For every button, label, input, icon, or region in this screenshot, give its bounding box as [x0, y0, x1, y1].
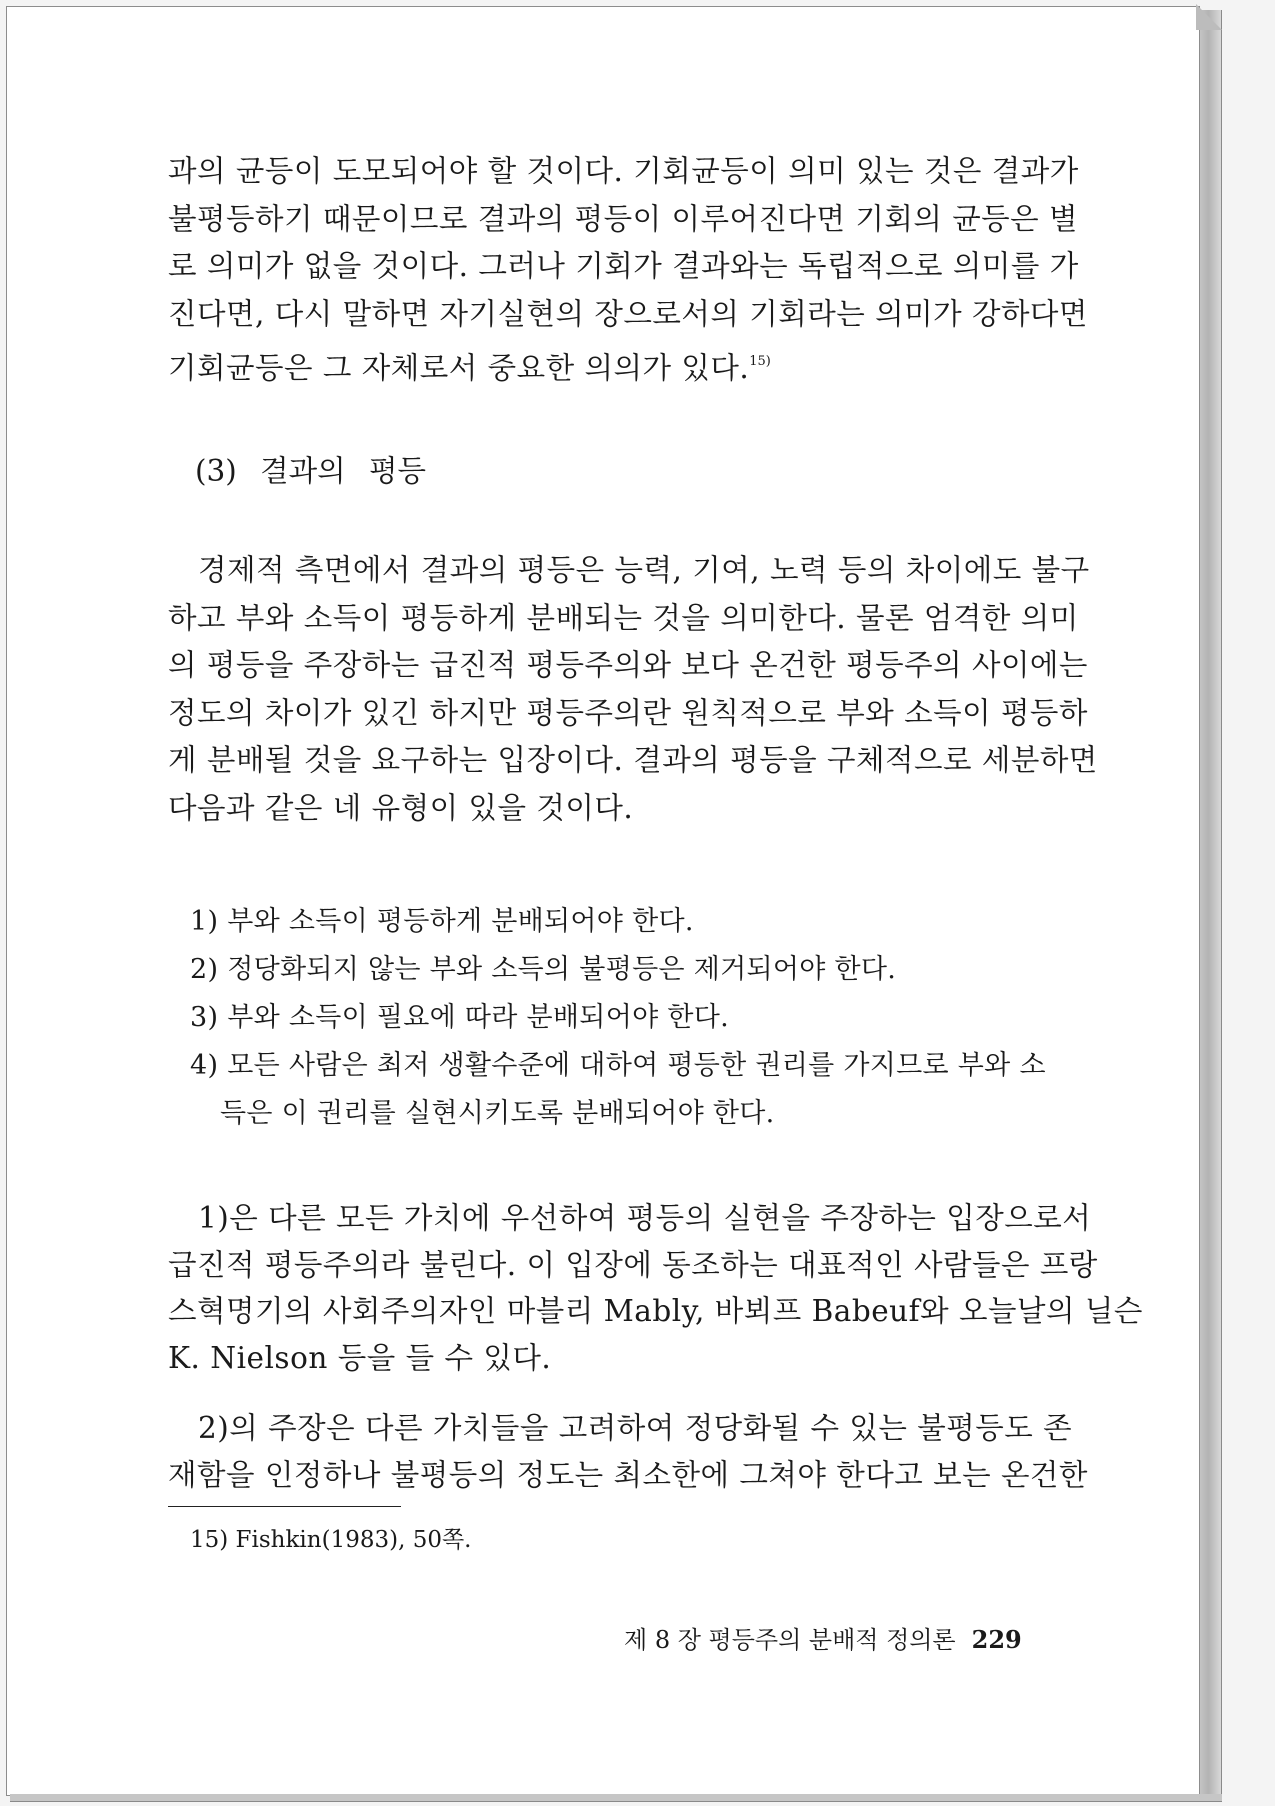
paragraph-line: 경제적 측면에서 결과의 평등은 능력, 기여, 노력 등의 차이에도 불구 — [198, 553, 1090, 587]
paragraph-3 — [168, 1195, 1143, 1381]
paragraph-line — [168, 338, 1056, 393]
list-item: 3) 부와 소득이 필요에 따라 분배되어야 한다. — [190, 1002, 729, 1033]
paragraph-4 — [168, 1405, 1088, 1499]
list-item: 1) 부와 소득이 평등하게 분배되어야 한다. — [190, 906, 694, 937]
paragraph-2 — [168, 547, 1098, 832]
paragraph-1 — [168, 148, 1088, 393]
paragraph-line: 의 평등을 주장하는 급진적 평등주의와 보다 온건한 평등주의 사이에는 — [168, 648, 1088, 682]
paragraph-line: 스혁명기의 사회주의자인 마블리 Mably, 바뵈프 Babeuf와 오늘날의 닐슨 — [168, 1294, 1143, 1328]
list-item: 2) 정당화되지 않는 부와 소득의 불평등은 제거되어야 한다. — [190, 954, 897, 985]
paragraph-line: 재함을 인정하나 불평등의 정도는 최소한에 그쳐야 한다고 보는 온건한 — [168, 1458, 1088, 1492]
page-edge-right — [1200, 10, 1222, 1796]
paragraph-line: 1)은 다른 모든 가치에 우선하여 평등의 실현을 주장하는 입장으로서 — [198, 1201, 1092, 1235]
paragraph-line: 정도의 차이가 있긴 하지만 평등주의란 원칙적으로 부와 소득이 평등하 — [168, 695, 1088, 730]
page-number: 229 — [971, 1625, 1022, 1654]
paragraph-line: 하고 부와 소득이 평등하게 분배되는 것을 의미한다. 물론 엄격한 의미 — [168, 600, 1079, 635]
numbered-list — [190, 898, 1056, 1138]
paragraph-line: 게 분배될 것을 요구하는 입장이다. 결과의 평등을 구체적으로 세분하면 — [168, 743, 1098, 777]
section-heading: (3) 결과의 평등 — [195, 454, 427, 488]
list-item: 4) 모든 사람은 최저 생활수준에 대하여 평등한 권리를 가지므로 부와 소 — [190, 1050, 1046, 1081]
paragraph-line: K. Nielson 등을 들 수 있다. — [168, 1340, 552, 1375]
paragraph-line: 진다면, 다시 말하면 자기실현의 장으로서의 기회라는 의미가 강하다면 — [168, 296, 1088, 331]
footnote: 15) Fishkin(1983), 50쪽. — [190, 1527, 472, 1553]
list-item-continuation: 득은 이 권리를 실현시키도록 분배되어야 한다. — [220, 1098, 775, 1129]
footnote-reference[interactable]: 15) — [749, 354, 771, 369]
running-footer — [624, 1620, 1022, 1655]
page-edge-bottom — [10, 1794, 1222, 1802]
paragraph-line: 2)의 주장은 다른 가치들을 고려하여 정당화될 수 있는 불평등도 존 — [198, 1411, 1073, 1445]
chapter-title: 제 8 장 평등주의 분배적 정의론 — [624, 1626, 956, 1654]
paragraph-line: 과의 균등이 도모되어야 할 것이다. 기회균등이 의미 있는 것은 결과가 — [168, 154, 1079, 188]
paragraph-line-text: 기회균등은 그 자체로서 중요한 의의가 있다. — [168, 351, 750, 385]
footnote-divider — [168, 1506, 401, 1507]
paragraph-line: 다음과 같은 네 유형이 있을 것이다. — [168, 790, 634, 825]
paragraph-line: 로 의미가 없을 것이다. 그러나 기회가 결과와는 독립적으로 의미를 가 — [168, 249, 1079, 283]
paragraph-line: 불평등하기 때문이므로 결과의 평등이 이루어진다면 기회의 균등은 별 — [168, 201, 1079, 236]
paragraph-line: 급진적 평등주의라 불린다. 이 입장에 동조하는 대표적인 사람들은 프랑 — [168, 1247, 1098, 1282]
page-corner-fold — [1196, 4, 1222, 30]
